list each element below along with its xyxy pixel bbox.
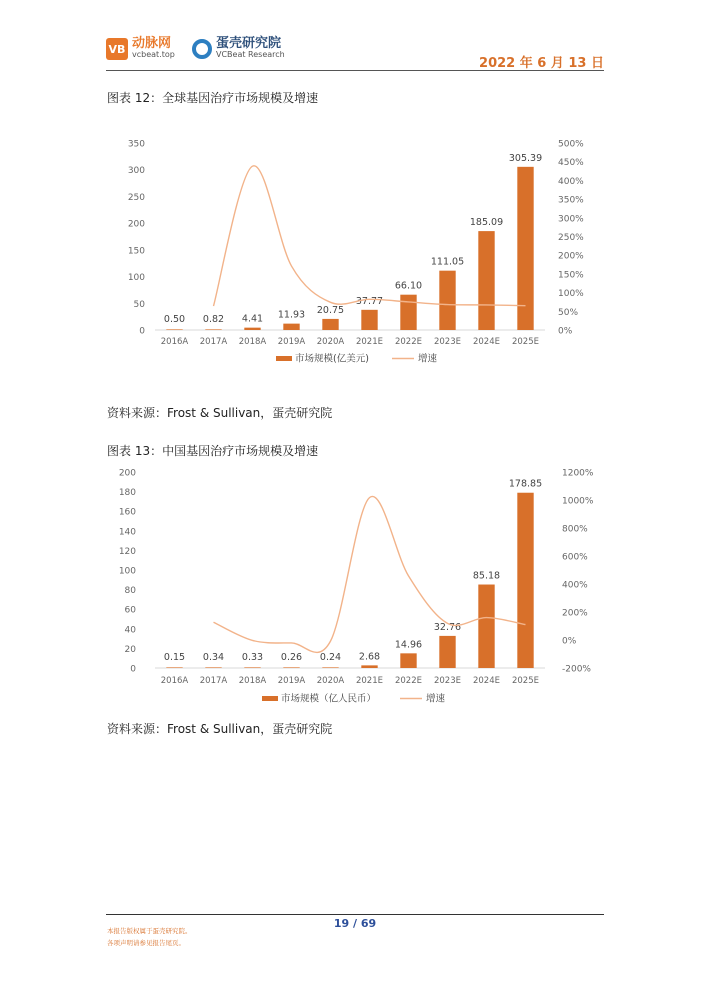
legend-bar-label: 市场规模(亿美元) (295, 353, 369, 365)
bar-value-label: 14.96 (394, 639, 423, 651)
bar-value-label: 0.50 (163, 314, 186, 325)
footer-divider (106, 914, 604, 915)
figure-12-caption: 图表 12：全球基因治疗市场规模及增速 (107, 91, 319, 105)
bar-value-label: 185.09 (469, 217, 504, 229)
bar-value-label: 0.33 (241, 652, 264, 663)
y-tick-label: 100 (118, 566, 136, 577)
bar-value-label: 0.24 (319, 652, 342, 663)
y-tick-label: 160 (118, 507, 136, 518)
bar (361, 310, 377, 330)
vcbeat-research-logo (192, 34, 285, 64)
x-tick-label: 2018A (238, 337, 267, 347)
bar (244, 667, 260, 668)
legend-line-label: 增速 (426, 693, 446, 705)
x-tick-label: 2024E (472, 676, 501, 686)
x-tick-label: 2020A (316, 676, 345, 686)
y2-tick-label: 450% (558, 158, 584, 169)
y2-tick-label: 250% (558, 233, 584, 243)
x-tick-label: 2025E (511, 676, 540, 686)
x-tick-label: 2022E (394, 676, 423, 686)
y-tick-label: 180 (118, 488, 136, 499)
y-tick-label: 60 (124, 605, 136, 616)
y2-tick-label: 0% (562, 636, 577, 647)
x-tick-label: 2016A (160, 676, 189, 686)
report-date: 2022 年 6 月 13 日 (479, 56, 604, 71)
y2-tick-label: 50% (558, 307, 579, 318)
y-tick-label: 140 (118, 527, 136, 538)
figure-12-source: 资料来源：Frost & Sullivan，蛋壳研究院 (107, 406, 333, 420)
y-tick-label: 250 (127, 192, 145, 203)
bar (400, 653, 416, 668)
x-tick-label: 2020A (316, 337, 345, 347)
vcbeat-logo-cn: 动脉网 (132, 36, 172, 51)
bar-value-label: 0.82 (202, 314, 225, 325)
bar-value-label: 32.76 (433, 621, 462, 633)
y2-tick-label: 500% (558, 139, 584, 150)
china-gene-therapy-chart (100, 460, 610, 710)
x-tick-label: 2017A (199, 676, 228, 686)
bar (439, 636, 455, 668)
research-logo-en: VCBeat Research (216, 50, 285, 59)
y-tick-label: 150 (127, 246, 145, 257)
x-tick-label: 2024E (472, 337, 501, 347)
bar (166, 667, 182, 668)
disclaimer-line-1: 本报告版权属于蛋壳研究院。 (107, 927, 192, 935)
x-tick-label: 2016A (160, 337, 189, 347)
y-tick-label: 120 (118, 546, 136, 557)
bar (322, 319, 338, 330)
figure-13-caption: 图表 13：中国基因治疗市场规模及增速 (107, 444, 319, 458)
y2-tick-label: -200% (562, 664, 591, 675)
bar (478, 585, 494, 668)
x-tick-label: 2019A (277, 337, 306, 347)
x-tick-label: 2021E (355, 337, 384, 347)
bar (166, 329, 182, 330)
y2-tick-label: 600% (562, 552, 588, 563)
x-tick-label: 2021E (355, 676, 384, 686)
y-tick-label: 20 (124, 644, 136, 655)
bar-value-label: 66.10 (394, 280, 423, 292)
bar-value-label: 178.85 (508, 478, 543, 490)
y2-tick-label: 400% (562, 580, 588, 591)
y2-tick-label: 150% (558, 270, 584, 281)
x-tick-label: 2019A (277, 676, 306, 686)
bar-value-label: 20.75 (316, 304, 345, 316)
y-tick-label: 0 (130, 664, 136, 675)
bar-value-label: 37.77 (355, 295, 384, 307)
x-tick-label: 2023E (433, 337, 462, 347)
bar (244, 328, 260, 330)
y-tick-label: 0 (139, 326, 145, 337)
y2-tick-label: 800% (562, 524, 588, 535)
bar-value-label: 111.05 (430, 256, 465, 268)
bar-value-label: 0.15 (163, 652, 186, 663)
bar (205, 329, 221, 330)
disclaimer-line-2: 各项声明请参见报告尾页。 (107, 939, 185, 947)
research-logo-icon (192, 39, 212, 59)
legend-bar-label: 市场规模（亿人民币） (281, 693, 377, 705)
page-header (106, 34, 604, 71)
y2-tick-label: 100% (558, 289, 584, 300)
bar-value-label: 85.18 (472, 570, 501, 582)
y-tick-label: 200 (127, 219, 145, 230)
x-tick-label: 2022E (394, 337, 423, 347)
legend-line-label: 增速 (418, 353, 438, 365)
legend-bar-swatch (276, 356, 292, 361)
y2-tick-label: 350% (558, 195, 584, 206)
x-tick-label: 2023E (433, 676, 462, 686)
x-tick-label: 2018A (238, 676, 267, 686)
bar-value-label: 0.34 (202, 652, 225, 663)
y2-tick-label: 400% (558, 176, 584, 187)
bar-value-label: 305.39 (508, 152, 543, 164)
y-tick-label: 300 (127, 166, 145, 177)
page-number: 19 / 69 (333, 917, 377, 930)
research-logo-cn: 蛋壳研究院 (216, 36, 282, 51)
y-tick-label: 350 (127, 139, 145, 150)
bar (478, 231, 494, 330)
bar (517, 493, 533, 668)
legend-bar-swatch (262, 696, 278, 701)
y-tick-label: 100 (127, 273, 145, 284)
global-gene-therapy-chart (100, 130, 610, 380)
y-tick-label: 200 (118, 468, 136, 479)
bar (361, 665, 377, 668)
vcbeat-logo-icon: VB (106, 38, 128, 60)
bar (322, 667, 338, 668)
y-tick-label: 50 (133, 299, 145, 310)
bar (439, 271, 455, 330)
bar (283, 667, 299, 668)
y2-tick-label: 1000% (562, 496, 594, 507)
x-tick-label: 2017A (199, 337, 228, 347)
y-tick-label: 40 (124, 625, 136, 636)
footer-disclaimer (107, 925, 192, 949)
y2-tick-label: 1200% (562, 468, 594, 479)
bar-value-label: 4.41 (241, 313, 264, 325)
bar-value-label: 11.93 (277, 309, 306, 321)
y2-tick-label: 0% (558, 326, 573, 337)
y-tick-label: 80 (124, 586, 136, 597)
y2-tick-label: 200% (558, 251, 584, 262)
x-tick-label: 2025E (511, 337, 540, 347)
figure-13-source: 资料来源：Frost & Sullivan，蛋壳研究院 (107, 722, 333, 736)
y2-tick-label: 200% (562, 608, 588, 619)
bar (205, 667, 221, 668)
y2-tick-label: 300% (558, 214, 584, 225)
bar-value-label: 2.68 (358, 651, 381, 663)
vcbeat-logo (106, 34, 175, 64)
bar (400, 295, 416, 330)
bar (283, 324, 299, 330)
bar-value-label: 0.26 (280, 652, 303, 663)
vcbeat-logo-en: vcbeat.top (132, 50, 175, 59)
